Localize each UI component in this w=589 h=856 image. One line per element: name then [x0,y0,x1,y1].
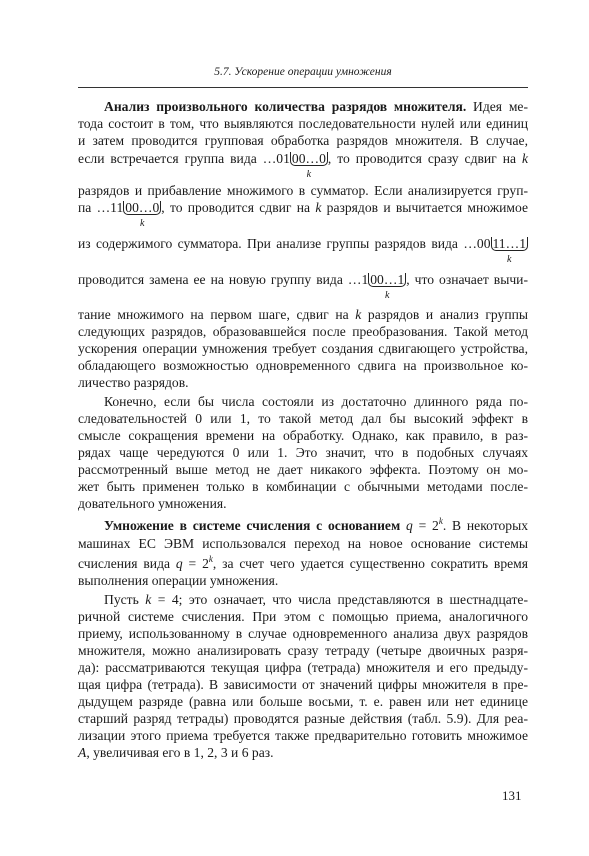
text-line: рассмотренный выше метод не дает никакого эффекта. Поэтому он мо- [78,462,528,477]
header-rule [78,87,528,88]
text-line: ускорения операции умножения требует создания сдвигающего устройства, [78,341,528,356]
text-line: тание множимого на первом шаге, сдвиг на k разрядов и анализ группы [78,307,529,322]
underbrace-k-label: k [385,290,390,301]
running-header: 5.7. Ускорение операции умножения [214,66,392,78]
text-line: ричной системе счисления. При этом с помощью приема, аналогичного [78,609,528,624]
text-line: па …11 00…0 k , то проводится сдвиг на k разрядов и вычитается множимое [78,200,528,229]
text-line: Анализ произвольного количества разрядов множителя. Идея ме- [104,99,528,114]
text-line: машинах ЕС ЭВМ использовался переход на новое основание системы [78,536,528,551]
text-line: щая цифра (тетрада). В зависимости от значений цифры множителя в пре- [78,677,528,692]
text-line: разрядов и прибавление множимого в сумматор. Если анализируется груп- [78,183,528,198]
text-line: тода состоит в том, что выявляются последовательности нулей или единиц [78,116,528,131]
text-line: личество разрядов. [78,375,189,390]
text-line: выполнения операции умножения. [78,573,279,588]
page-number: 131 [502,788,522,803]
section-heading: Умножение в системе счисления с основанием [104,518,401,533]
text-line: приему, использованному в случае одновременного анализа двух разрядов [78,626,528,641]
text-line: Умножение в системе счисления с основанием $q = 2^k$. В некоторых [104,516,529,533]
underbrace-k-label: k [140,218,145,229]
text-line: проводится замена ее на новую группу вида …1 00…1 k , что означает вычи- [78,272,528,301]
text-line: счисления вида $q = 2^k$, за счет чего удается существенно сократить время [78,554,529,571]
section-heading: Анализ произвольного количества разрядов множителя. [104,99,467,114]
text-line: А, увеличивая его в 1, 2, 3 и 6 раз. [78,745,274,760]
text-line: довательного умножения. [78,496,227,511]
text-line: Конечно, если бы числа состояли из достаточно длинного ряда по- [104,394,528,409]
text-line: рядах чаще чередуются 0 или 1. Это значит, что в подобных случаях [78,445,528,460]
text-line: множителя, можно анализировать сразу тетраду (четыре двоичных разря- [78,643,528,658]
text-line: следующих разрядов, образовавшейся после преобразования. Такой метод [78,324,528,339]
text-line: лизации этого приема требуется также предварительно готовить множимое [78,728,528,743]
text-line: дыдущем разряде (равна или больше восьми, т. е. равен или нет единице [78,694,528,709]
text-line: жет быть применен только в комбинации с обычными методами после- [78,479,528,494]
text-line: если встречается группа вида …01 00…0 k , то проводится сразу сдвиг на k [78,151,528,180]
underbrace: 11…1 k [492,236,526,265]
underbrace: 00…0 k [125,200,160,229]
underbrace-k-label: k [306,169,312,180]
text-line: да): рассматриваются текущая цифра (тетрада) множителя и его предыду- [78,660,528,675]
text-line: следовательностей 0 или 1, то такой метод дал бы высокий эффект в [78,411,528,426]
underbrace: 00…1 k [370,272,405,301]
text-line: обладающего возможностью одновременного сдвига на произвольное ко- [78,358,528,373]
text-line: смысле сокращения времени на обработку. Однако, как правило, в раз- [78,428,528,443]
text-line: Пусть k = 4; это означает, что числа представляются в шестнадцате- [104,592,528,607]
text-line: старший разряд тетрады) проводятся разные действия (табл. 5.9). Для реа- [78,711,528,726]
underbrace: 00…0 k [291,151,326,180]
underbrace-k-label: k [507,254,512,265]
text-line: и затем проводится групповая обработка разрядов множителя. В случае, [78,133,528,148]
text-line: из содержимого сумматора. При анализе группы разрядов вида …00 11…1 k [78,236,526,265]
